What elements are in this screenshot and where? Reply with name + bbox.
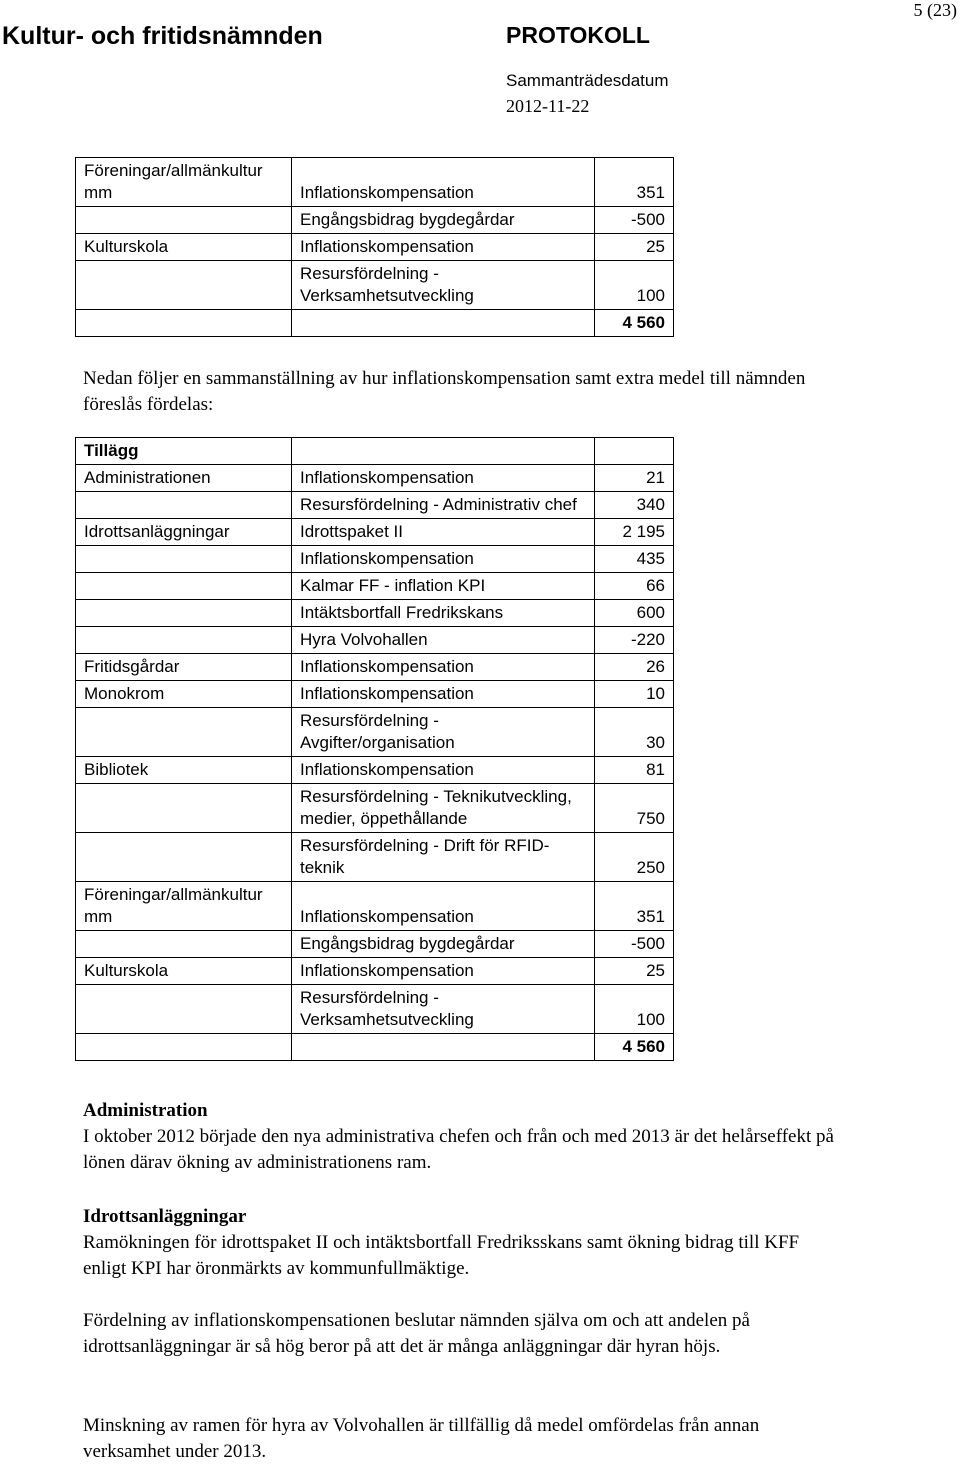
admin-section	[83, 1098, 843, 1176]
cell-amount: 4 560	[595, 310, 674, 337]
cell-amount: 21	[595, 465, 674, 492]
intro-text: Nedan följer en sammanställning av hur inflationskompensation samt extra medel till nämnden föreslås fördelas:	[83, 368, 806, 415]
volvohallen-section	[83, 1413, 843, 1465]
table-heading: Tillägg	[76, 438, 292, 465]
doc-type: PROTOKOLL	[506, 22, 650, 48]
cell-unit	[76, 931, 292, 958]
table-row	[76, 158, 674, 207]
table-row	[76, 882, 674, 931]
cell-unit	[76, 261, 292, 310]
cell-description: Engångsbidrag bygdegårdar	[292, 931, 595, 958]
table-row	[76, 310, 674, 337]
cell-unit	[76, 784, 292, 833]
cell-description: Inflationskompensation	[292, 757, 595, 784]
cell-description: Resursfördelning - Avgifter/organisation	[292, 708, 595, 757]
cell-unit	[76, 492, 292, 519]
cell-unit: Kulturskola	[76, 234, 292, 261]
cell-amount: 435	[595, 546, 674, 573]
table-row	[76, 600, 674, 627]
section-heading-idrottsanlaggningar: Idrottsanläggningar	[83, 1206, 247, 1227]
cell-description: Intäktsbortfall Fredrikskans	[292, 600, 595, 627]
cell-description: Inflationskompensation	[292, 546, 595, 573]
cell-amount: 351	[595, 882, 674, 931]
table-heading-empty	[292, 438, 595, 465]
table-row	[76, 757, 674, 784]
cell-amount: 30	[595, 708, 674, 757]
cell-unit	[76, 207, 292, 234]
table-row	[76, 492, 674, 519]
table-row	[76, 573, 674, 600]
section-text-administration: I oktober 2012 började den nya administrativa chefen och från och med 2013 är det helårseffekt på lönen därav ökning av administrationens ram.	[83, 1126, 834, 1173]
cell-unit	[76, 310, 292, 337]
budget-table-continued	[75, 157, 674, 337]
cell-unit	[76, 573, 292, 600]
cell-amount: 750	[595, 784, 674, 833]
table-row	[76, 465, 674, 492]
cell-amount: 100	[595, 985, 674, 1034]
table-row	[76, 546, 674, 573]
cell-amount: 600	[595, 600, 674, 627]
table-row	[76, 234, 674, 261]
cell-description: Inflationskompensation	[292, 681, 595, 708]
cell-description	[292, 310, 595, 337]
table-row	[76, 627, 674, 654]
section-heading-administration: Administration	[83, 1100, 208, 1121]
table-row	[76, 654, 674, 681]
cell-unit	[76, 546, 292, 573]
table-row	[76, 681, 674, 708]
cell-description: Resursfördelning - Verksamhetsutveckling	[292, 261, 595, 310]
cell-description: Inflationskompensation	[292, 158, 595, 207]
cell-description: Hyra Volvohallen	[292, 627, 595, 654]
cell-amount: -500	[595, 931, 674, 958]
cell-description: Resursfördelning - Teknikutveckling, medier, öppethållande	[292, 784, 595, 833]
inflation-section	[83, 1308, 843, 1360]
cell-amount: 81	[595, 757, 674, 784]
cell-unit	[76, 708, 292, 757]
intro-paragraph	[83, 366, 843, 418]
page-number: 5 (23)	[913, 0, 957, 20]
cell-amount: 340	[595, 492, 674, 519]
cell-description: Resursfördelning - Drift för RFID-teknik	[292, 833, 595, 882]
table-row	[76, 519, 674, 546]
table-row	[76, 708, 674, 757]
cell-amount: 100	[595, 261, 674, 310]
cell-amount: 26	[595, 654, 674, 681]
cell-unit: Kulturskola	[76, 958, 292, 985]
table2-body	[76, 438, 674, 1061]
table-row	[76, 261, 674, 310]
cell-amount: 25	[595, 958, 674, 985]
cell-amount: 250	[595, 833, 674, 882]
cell-amount: -220	[595, 627, 674, 654]
table-heading-row	[76, 438, 674, 465]
cell-unit: Monokrom	[76, 681, 292, 708]
cell-unit: Administrationen	[76, 465, 292, 492]
cell-description: Engångsbidrag bygdegårdar	[292, 207, 595, 234]
cell-description: Inflationskompensation	[292, 958, 595, 985]
cell-description	[292, 1034, 595, 1061]
budget-table-additions	[75, 437, 674, 1061]
cell-description: Resursfördelning - Verksamhetsutveckling	[292, 985, 595, 1034]
table-row	[76, 1034, 674, 1061]
table-row	[76, 985, 674, 1034]
cell-description: Inflationskompensation	[292, 654, 595, 681]
table-row	[76, 207, 674, 234]
table-row	[76, 833, 674, 882]
idrott-section	[83, 1204, 843, 1282]
cell-unit	[76, 833, 292, 882]
meeting-date: 2012-11-22	[506, 96, 590, 116]
cell-unit: Bibliotek	[76, 757, 292, 784]
cell-description: Inflationskompensation	[292, 882, 595, 931]
table-row	[76, 784, 674, 833]
cell-unit: Fritidsgårdar	[76, 654, 292, 681]
table-heading-empty	[595, 438, 674, 465]
cell-unit	[76, 985, 292, 1034]
cell-description: Inflationskompensation	[292, 465, 595, 492]
cell-unit	[76, 627, 292, 654]
cell-description: Resursfördelning - Administrativ chef	[292, 492, 595, 519]
cell-amount: 4 560	[595, 1034, 674, 1061]
cell-amount: 351	[595, 158, 674, 207]
volvohallen-text: Minskning av ramen för hyra av Volvohallen är tillfällig då medel omfördelas från annan verksamhet under 2013.	[83, 1415, 760, 1462]
table1-body	[76, 158, 674, 337]
cell-amount: 25	[595, 234, 674, 261]
cell-unit: Föreningar/allmänkultur mm	[76, 158, 292, 207]
section-text-idrottsanlaggningar: Ramökningen för idrottspaket II och intäktsbortfall Fredriksskans samt ökning bidrag till KFF enligt KPI har öronmärkts av kommunfullmäktige.	[83, 1232, 800, 1279]
cell-unit	[76, 1034, 292, 1061]
cell-unit	[76, 600, 292, 627]
cell-amount: 10	[595, 681, 674, 708]
table-row	[76, 958, 674, 985]
org-title: Kultur- och fritidsnämnden	[2, 22, 323, 50]
cell-description: Idrottspaket II	[292, 519, 595, 546]
date-label: Sammanträdesdatum	[506, 71, 669, 90]
cell-amount: -500	[595, 207, 674, 234]
cell-description: Inflationskompensation	[292, 234, 595, 261]
cell-description: Kalmar FF - inflation KPI	[292, 573, 595, 600]
cell-amount: 66	[595, 573, 674, 600]
cell-unit: Föreningar/allmänkultur mm	[76, 882, 292, 931]
table-row	[76, 931, 674, 958]
cell-amount: 2 195	[595, 519, 674, 546]
inflation-text: Fördelning av inflationskompensationen beslutar nämnden själva om och att andelen på idrottsanläggningar är så hög beror på att det är många anläggningar där hyran höjs.	[83, 1310, 750, 1357]
cell-unit: Idrottsanläggningar	[76, 519, 292, 546]
